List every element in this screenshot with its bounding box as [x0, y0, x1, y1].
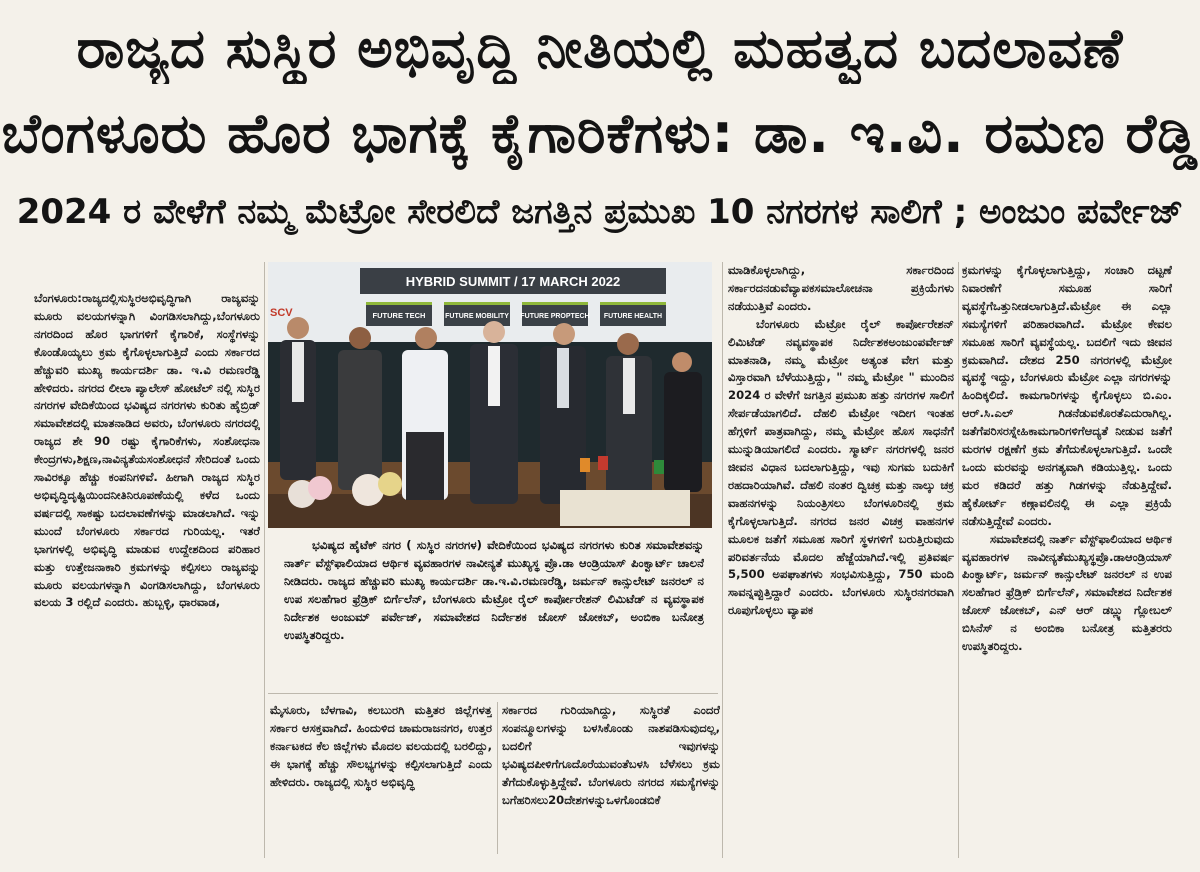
summit-banner-text: HYBRID SUMMIT / 17 MARCH 2022: [405, 274, 621, 289]
article-paragraph: ಸರ್ಕಾರದ ಗುರಿಯಾಗಿದ್ದು, ಸುಸ್ಥಿರತೆ ಎಂದರೆ ಸಂಪನ್ಮೂಲಗಳನ್ನು ಬಳಸಿಕೊಂಡು ನಾಶಪಡಿಸುವುದಲ್ಲ, ಬದಲಿಗೆ ಇವುಗಳನ್ನು ಭವಿಷ್ಯದಪೀಳಿಗೆಗೂದೊರೆಯುವಂತೆಬಳಸಿ ಬೆಳೆಸಲು ಕ್ರಮ ತೆಗೆದುಕೊಳ್ಳುತ್ತಿದ್ದೇವೆ. ಬೆಂಗಳೂರು ನಗರದ ಸಮಸ್ಯೆಗಳನ್ನು ಬಗೆಹರಿಸಲು20ದೇಶಗಳನ್ನುಒಳಗೊಂಡಬಿಕೆ: [502, 703, 720, 807]
headline-line-2: ಬೆಂಗಳೂರು ಹೊರ ಭಾಗಕ್ಕೆ ಕೈಗಾರಿಕೆಗಳು: ಡಾ. ಇ.ವಿ. ರಮಣ ರೆಡ್ಡಿ: [1, 102, 1199, 165]
person-7: [664, 352, 702, 492]
article-column-3: [728, 262, 954, 824]
article-paragraph: ಸಮಾವೇಶದಲ್ಲಿ ನಾರ್ತ್ ವೆಸ್ಟ್‌ಫಾಲಿಯಾದ ಆರ್ಥಿಕ ವ್ಯವಹಾರಗಳ ನಾವೀನ್ಯತೆಮುಖ್ಯಸ್ಥಪ್ರೊ.ಡಾಆಂಡ್ರಿಯಾಸ್ ಪಿಂಕ್ವಾರ್ಟ್, ಜರ್ಮನ್ ಕಾನ್ಸುಲೇಟ್ ಜನರಲ್ ನ ಉಪ ಸಲಹೆಗಾರ ಫ್ರೆಡ್ರಿಕ್ ಬಿರ್ಗೆಲೆನ್, ಸಮಾವೇಶದ ನಿರ್ದೇಶಕ ಜೋಸ್ ಜೋಕಬ್, ಎನ್ ಆರ್ ಡಬ್ಲ್ಯು ಗ್ಲೋಬಲ್ ಬಿಸಿನೆಸ್ ನ ಅಂಬಿಕಾ ಬನೋತ್ರ ಮತ್ತಿತರರು ಉಪಸ್ಥಿತರಿದ್ದರು.: [962, 531, 1172, 654]
sponsor-mark: SCV: [270, 307, 293, 319]
person-2: [338, 327, 382, 490]
article-paragraph: ಬೆಂಗಳೂರು ಮೆಟ್ರೋ ರೈಲ್ ಕಾರ್ಪೋರೇಶನ್ ಲಿಮಿಟೆಡ್ ನವ್ಯವಸ್ಥಾಪಕ ನಿರ್ದೇಶಕಅಂಜುಂಪರ್ವೇಜ್ ಮಾತನಾಡಿ, ನಮ್ಮ ಮೆಟ್ರೋ ಅತ್ಯಂತ ವೇಗ ಮತ್ತು ವಿಸ್ತಾರವಾಗಿ ಬೆಳೆಯುತ್ತಿದ್ದು, " ನಮ್ಮ ಮೆಟ್ರೋ " ಮುಂದಿನ 2024 ರ ವೇಳೆಗೆ ಜಗತ್ತಿನ ಪ್ರಮುಖ ಹತ್ತು ನಗರಗಳ ಸಾಲಿಗೆ ಸೇರ್ಪಡೆಯಾಗಲಿದೆ. ದೆಹಲಿ ಮೆಟ್ರೋ ಇದೀಗ ಇಂತಹ ಹೆಗ್ಗಳಿಗೆ ಪಾತ್ರವಾಗಿದ್ದು, ನಮ್ಮ ಮೆಟ್ರೋ ಹೊಸ ಸಾಧನೆಗೆ ಮುನ್ನುಡಿಯಾಗಲಿದೆ ಎಂದರು. ಸ್ಮಾರ್ಟ್ ನಗರಗಳಲ್ಲಿ ಜನರ ಜೀವನ ವಿಧಾನ ಬದಲಾಗುತ್ತಿದ್ದು, ಇವು ಸುಗಮ ಬದುಕಿಗೆ ರಹದಾರಿಯಾಗಿವೆ. ದೆಹಲಿ ನಂತರ ದ್ವಿಚಕ್ರ ಮತ್ತು ನಾಲ್ಕು ಚಕ್ರ ವಾಹನಗಳನ್ನು ನಿಯಂತ್ರಿಸಲು ಬೆಂಗಳೂರಿನಲ್ಲಿ ಕ್ರಮ ಕೈಗೊಳ್ಳಲಾಗುತ್ತಿದೆ. ನಗರದ ಜನರ ವಿಚಕ್ರ ವಾಹನಗಳ ಮೂಲಕ ಜತೆಗೆ ಸಮೂಹ ಸಾರಿಗೆ ಸ್ಥಳಗಳಿಗೆ ಬರುತ್ತಿರುವುದು ಪರಿವರ್ತನೆಯ ಮೊದಲ ಹೆಜ್ಜೆಯಾಗಿದೆ.ಇಲ್ಲಿ ಪ್ರತಿವರ್ಷ 5,500 ಅಪಘಾತಗಳು ಸಂಭವಿಸುತ್ತಿದ್ದು, 750 ಮಂದಿ ಸಾವನ್ನಪ್ಪುತ್ತಿದ್ದಾರೆ ಎಂದರು. ಬೆಂಗಳೂರು ಸುಸ್ಥಿರನಗರವಾಗಿ ರೂಪುಗೊಳ್ಳಲು ವ್ಯಾಪಕ: [728, 316, 954, 618]
headline-line-1: ರಾಜ್ಯದ ಸುಸ್ಥಿರ ಅಭಿವೃದ್ಧಿ ನೀತಿಯಲ್ಲಿ ಮಹತ್ವದ ಬದಲಾವಣೆ: [76, 17, 1124, 80]
section-rule: [268, 693, 718, 694]
person-3: [402, 327, 448, 500]
article-column-1: [34, 290, 260, 856]
person-1: [280, 317, 316, 480]
article-column-4: [962, 262, 1172, 842]
article-paragraph: ಮಾಡಿಕೊಳ್ಳಲಾಗಿದ್ದು, ಸರ್ಕಾರದಿಂದ ಸರ್ಕಾರದನಡುವೆವ್ಯಾಪಕಸಮಾಲೋಚನಾ ಪ್ರಕ್ರಿಯೆಗಳು ನಡೆಯುತ್ತಿವೆ ಎಂದರು.: [728, 263, 954, 313]
event-photo: [268, 262, 712, 528]
article-paragraph: ಮೈಸೂರು, ಬೆಳಗಾವಿ, ಕಲಬುರಗಿ ಮತ್ತಿತರ ಜಿಲ್ಲೆಗಳತ್ತ ಸರ್ಕಾರ ಆಸಕ್ತವಾಗಿದೆ. ಹಿಂದುಳಿದ ಚಾಮರಾಜನಗರ, ಉತ್ತರ ಕರ್ನಾಟಕದ ಕೆಲ ಜಿಲ್ಲೆಗಳು ಮೊದಲ ವಲಯದಲ್ಲಿ ಬರಲಿದ್ದು, ಈ ಭಾಗಕ್ಕೆ ಹೆಚ್ಚು ಸೌಲಭ್ಯಗಳನ್ನು ಕಲ್ಪಿಸಲಾಗುತ್ತಿದೆ ಎಂದು ಹೇಳಿದರು. ರಾಜ್ಯದಲ್ಲಿ ಸುಸ್ಥಿರ ಅಭಿವೃದ್ಧಿ: [270, 703, 492, 789]
person-6: [606, 333, 652, 500]
column-rule: [497, 702, 498, 854]
person-4: [470, 321, 518, 504]
article-column-2a: [270, 702, 492, 852]
article-column-2b: [502, 702, 720, 852]
column-rule: [958, 262, 959, 858]
tag-future-mobility: FUTURE MOBILITY: [445, 313, 509, 320]
stage-photo-svg: [268, 262, 712, 528]
tag-future-proptech: FUTURE PROPTECH: [520, 313, 590, 320]
tag-future-tech: FUTURE TECH: [372, 311, 426, 320]
column-rule: [722, 262, 723, 858]
article-paragraph: ಕ್ರಮಗಳನ್ನು ಕೈಗೊಳ್ಳಲಾಗುತ್ತಿದ್ದು, ಸಂಚಾರಿ ದಟ್ಟಣೆ ನಿವಾರಣೆಗೆ ಸಮೂಹ ಸಾರಿಗೆ ವ್ಯವಸ್ಥೆಗೆಒತ್ತುನೀಡಲಾಗುತ್ತಿದೆ.ಮೆಟ್ರೋ ಈ ಎಲ್ಲಾ ಸಮಸ್ಯೆಗಳಿಗೆ ಪರಿಹಾರವಾಗಿದೆ. ಮೆಟ್ರೋ ಕೇವಲ ಸಮೂಹ ಸಾರಿಗೆ ವ್ಯವಸ್ಥೆಯಲ್ಲ. ಬದಲಿಗೆ ಇದು ಜೀವನ ಕ್ರಮವಾಗಿದೆ. ದೇಶದ 250 ನಗರಗಳಲ್ಲಿ ಮೆಟ್ರೋ ವ್ಯವಸ್ಥೆ ಇದ್ದು, ಬೆಂಗಳೂರು ಮೆಟ್ರೋ ಎಲ್ಲಾ ನಗರಗಳನ್ನು ಹಿಂದಿಕ್ಕಲಿದೆ. ಕಾಮಗಾರಿಗಳನ್ನು ಕೈಗೊಳ್ಳಲು ಬಿ.ಎಂ. ಆರ್.ಸಿ.ಎಲ್ ಗಿಡನೆಡುವಕೊರತೆಎದುರಾಗಿಲ್ಲ. ಜತೆಗೆಪರಿಸರಸ್ನೇಹಿಕಾಮಗಾರಿಗಳಿಗೆಆದ್ಯತೆ ನೀಡುವ ಜತೆಗೆ ಮರಗಳ ರಕ್ಷಣೆಗೆ ಕ್ರಮ ತೆಗೆದುಕೊಳ್ಳಲಾಗುತ್ತಿದೆ. ಒಂದೇ ಒಂದು ಮರವನ್ನು ಅನಗತ್ಯವಾಗಿ ಕಡಿಯುತ್ತಿಲ್ಲ. ಒಂದು ಮರ ಕಡಿದರೆ ಹತ್ತು ಗಿಡಗಳನ್ನು ನೆಡುತ್ತಿದ್ದೇವೆ. ಹೈಕೋರ್ಟ್ ಕಣ್ಗಾವಲಿನಲ್ಲಿ ಈ ಎಲ್ಲಾ ಪ್ರಕ್ರಿಯೆ ನಡೆಸುತ್ತಿದ್ದೇವೆ ಎಂದರು.: [962, 263, 1172, 528]
photo-caption: [284, 537, 704, 687]
subheadline: 2024 ರ ವೇಳೆಗೆ ನಮ್ಮ ಮೆಟ್ರೋ ಸೇರಲಿದೆ ಜಗತ್ತಿನ ಪ್ರಮುಖ 10 ನಗರಗಳ ಸಾಲಿಗೆ ; ಅಂಜುಂ ಪರ್ವೇಜ್: [16, 192, 1184, 232]
caption-text: ಭವಿಷ್ಯದ ಹೈಟೆಕ್ ನಗರ ( ಸುಸ್ಥಿರ ನಗರಗಳ) ವೇದಿಕೆಯಿಂದ ಭವಿಷ್ಯದ ನಗರಗಳು ಕುರಿತ ಸಮಾವೇಶವನ್ನು ನಾರ್ತ್ ವೆಸ್ಟ್‌ಫಾಲಿಯಾದ ಆರ್ಥಿಕ ವ್ಯವಹಾರಗಳ ನಾವೀನ್ಯತೆ ಮುಖ್ಯಸ್ಥ ಪ್ರೊ.ಡಾ ಆಂಡ್ರಿಯಾಸ್ ಪಿಂಕ್ವಾರ್ಟ್ ಚಾಲನೆ ನೀಡಿದರು. ರಾಜ್ಯದ ಹೆಚ್ಚುವರಿ ಮುಖ್ಯ ಕಾರ್ಯದರ್ಶಿ ಡಾ.ಇ.ವಿ.ರಮಣರೆಡ್ಡಿ, ಜರ್ಮನ್ ಕಾನ್ಸುಲೇಟ್ ಜನರಲ್ ನ ಉಪ ಸಲಹೆಗಾರ ಫ್ರೆಡ್ರಿಕ್ ಬಿರ್ಗೆಲೆನ್, ಬೆಂಗಳೂರು ಮೆಟ್ರೋ ರೈಲ್ ಕಾರ್ಪೋರೇಶನ್ ಲಿಮಿಟೆಡ್ ನ ವ್ಯವಸ್ಥಾಪಕ ನಿರ್ದೇಶಕ ಅಂಜುಮ್ ಪರ್ವೇಜ್, ಸಮಾವೇಶದ ನಿರ್ದೇಶಕ ಜೋಸ್ ಜೋಕಬ್, ಅಂಬಿಕಾ ಬನೋತ್ರ ಉಪಸ್ಥಿತರಿದ್ದರು.: [284, 538, 704, 642]
tag-future-health: FUTURE HEALTH: [603, 313, 663, 320]
article-paragraph: ಬೆಂಗಳೂರು:ರಾಜ್ಯದಲ್ಲಿಸುಸ್ಥಿರಅಭಿವೃದ್ಧಿಗಾಗಿ ರಾಜ್ಯವನ್ನು ಮೂರು ವಲಯಗಳನ್ನಾಗಿ ವಿಂಗಡಿಸಲಾಗಿದ್ದು,ಬೆಂಗಳೂರು ನಗರದಿಂದ ಹೊರ ಭಾಗಗಳಿಗೆ ಕೈಗಾರಿಕೆ, ಸಂಸ್ಥೆಗಳನ್ನು ಕೊಂಡೊಯ್ಯಲು ಕ್ರಮ ಕೈಗೊಳ್ಳಲಾಗುತ್ತಿದೆ ಎಂದು ಸರ್ಕಾರದ ಹೆಚ್ಚುವರಿ ಮುಖ್ಯ ಕಾರ್ಯದರ್ಶಿ ಡಾ. ಇ.ವಿ ರಮಣರೆಡ್ಡಿ ಹೇಳಿದರು. ನಗರದ ಲೀಲಾ ಪ್ಯಾಲೇಸ್ ಹೋಟೆಲ್ ನಲ್ಲಿ ಸುಸ್ಥಿರ ನಗರಗಳ ವೇದಿಕೆಯಿಂದ ಭವಿಷ್ಯದ ನಗರಗಳು ಕುರಿತು ಹೈಬ್ರಿಡ್ ಸಮಾವೇಶದಲ್ಲಿ ಮಾತನಾಡಿದ ಅವರು, ಬೆಂಗಳೂರು ನಗರದಲ್ಲಿ ರಾಜ್ಯದ ಶೇ 90 ರಷ್ಟು ಕೈಗಾರಿಕೆಗಳು, ಸಂಶೋಧನಾ ಕೇಂದ್ರಗಳು,ಶಿಕ್ಷಣ,ನಾವಿನ್ಯತೆಯಸಂಶೋಧನೆ ಸೇರಿದಂತೆ ಒಂದು ಸಾವಿರಕ್ಕೂ ಹೆಚ್ಚು ಕಂಪನಿಗಳಿವೆ. ಹೀಗಾಗಿ ರಾಜ್ಯದ ಸುಸ್ಥಿರ ಅಭಿವೃದ್ಧಿದೃಷ್ಟಿಯಿಂದನೀತಿನಿರೂಪಣೆಯಲ್ಲಿ ಕಳೆದ ಒಂದು ವರ್ಷದಲ್ಲಿ ಸಾಕಷ್ಟು ಬದಲಾವಣೆಗಳನ್ನು ಮಾಡಲಾಗಿದೆ. ಇನ್ನು ಮುಂದೆ ಬೆಂಗಳೂರು ಸರ್ಕಾರದ ಗುರಿಯಲ್ಲ. ಇತರೆ ಭಾಗಗಳಲ್ಲಿ ಅಭಿವೃದ್ಧಿ ಮಾಡುವ ಉದ್ದೇಶದಿಂದ ಪರಿಹಾರ ಮತ್ತು ಉತ್ತೇಜನಾಕಾರಿ ಕ್ರಮಗಳನ್ನು ಕಲ್ಪಿಸಲು ರಾಜ್ಯವನ್ನು ಮೂರು ವಲಯಗಳನ್ನಾಗಿ ವಿಂಗಡಿಸಲಾಗಿದ್ದು, ಬೆಂಗಳೂರು ವಲಯ 3 ರಲ್ಲಿದೆ ಎಂದರು. ಹುಬ್ಬಳ್ಳಿ, ಧಾರವಾಡ,: [34, 291, 260, 610]
person-5: [540, 323, 586, 504]
column-rule: [264, 262, 265, 858]
